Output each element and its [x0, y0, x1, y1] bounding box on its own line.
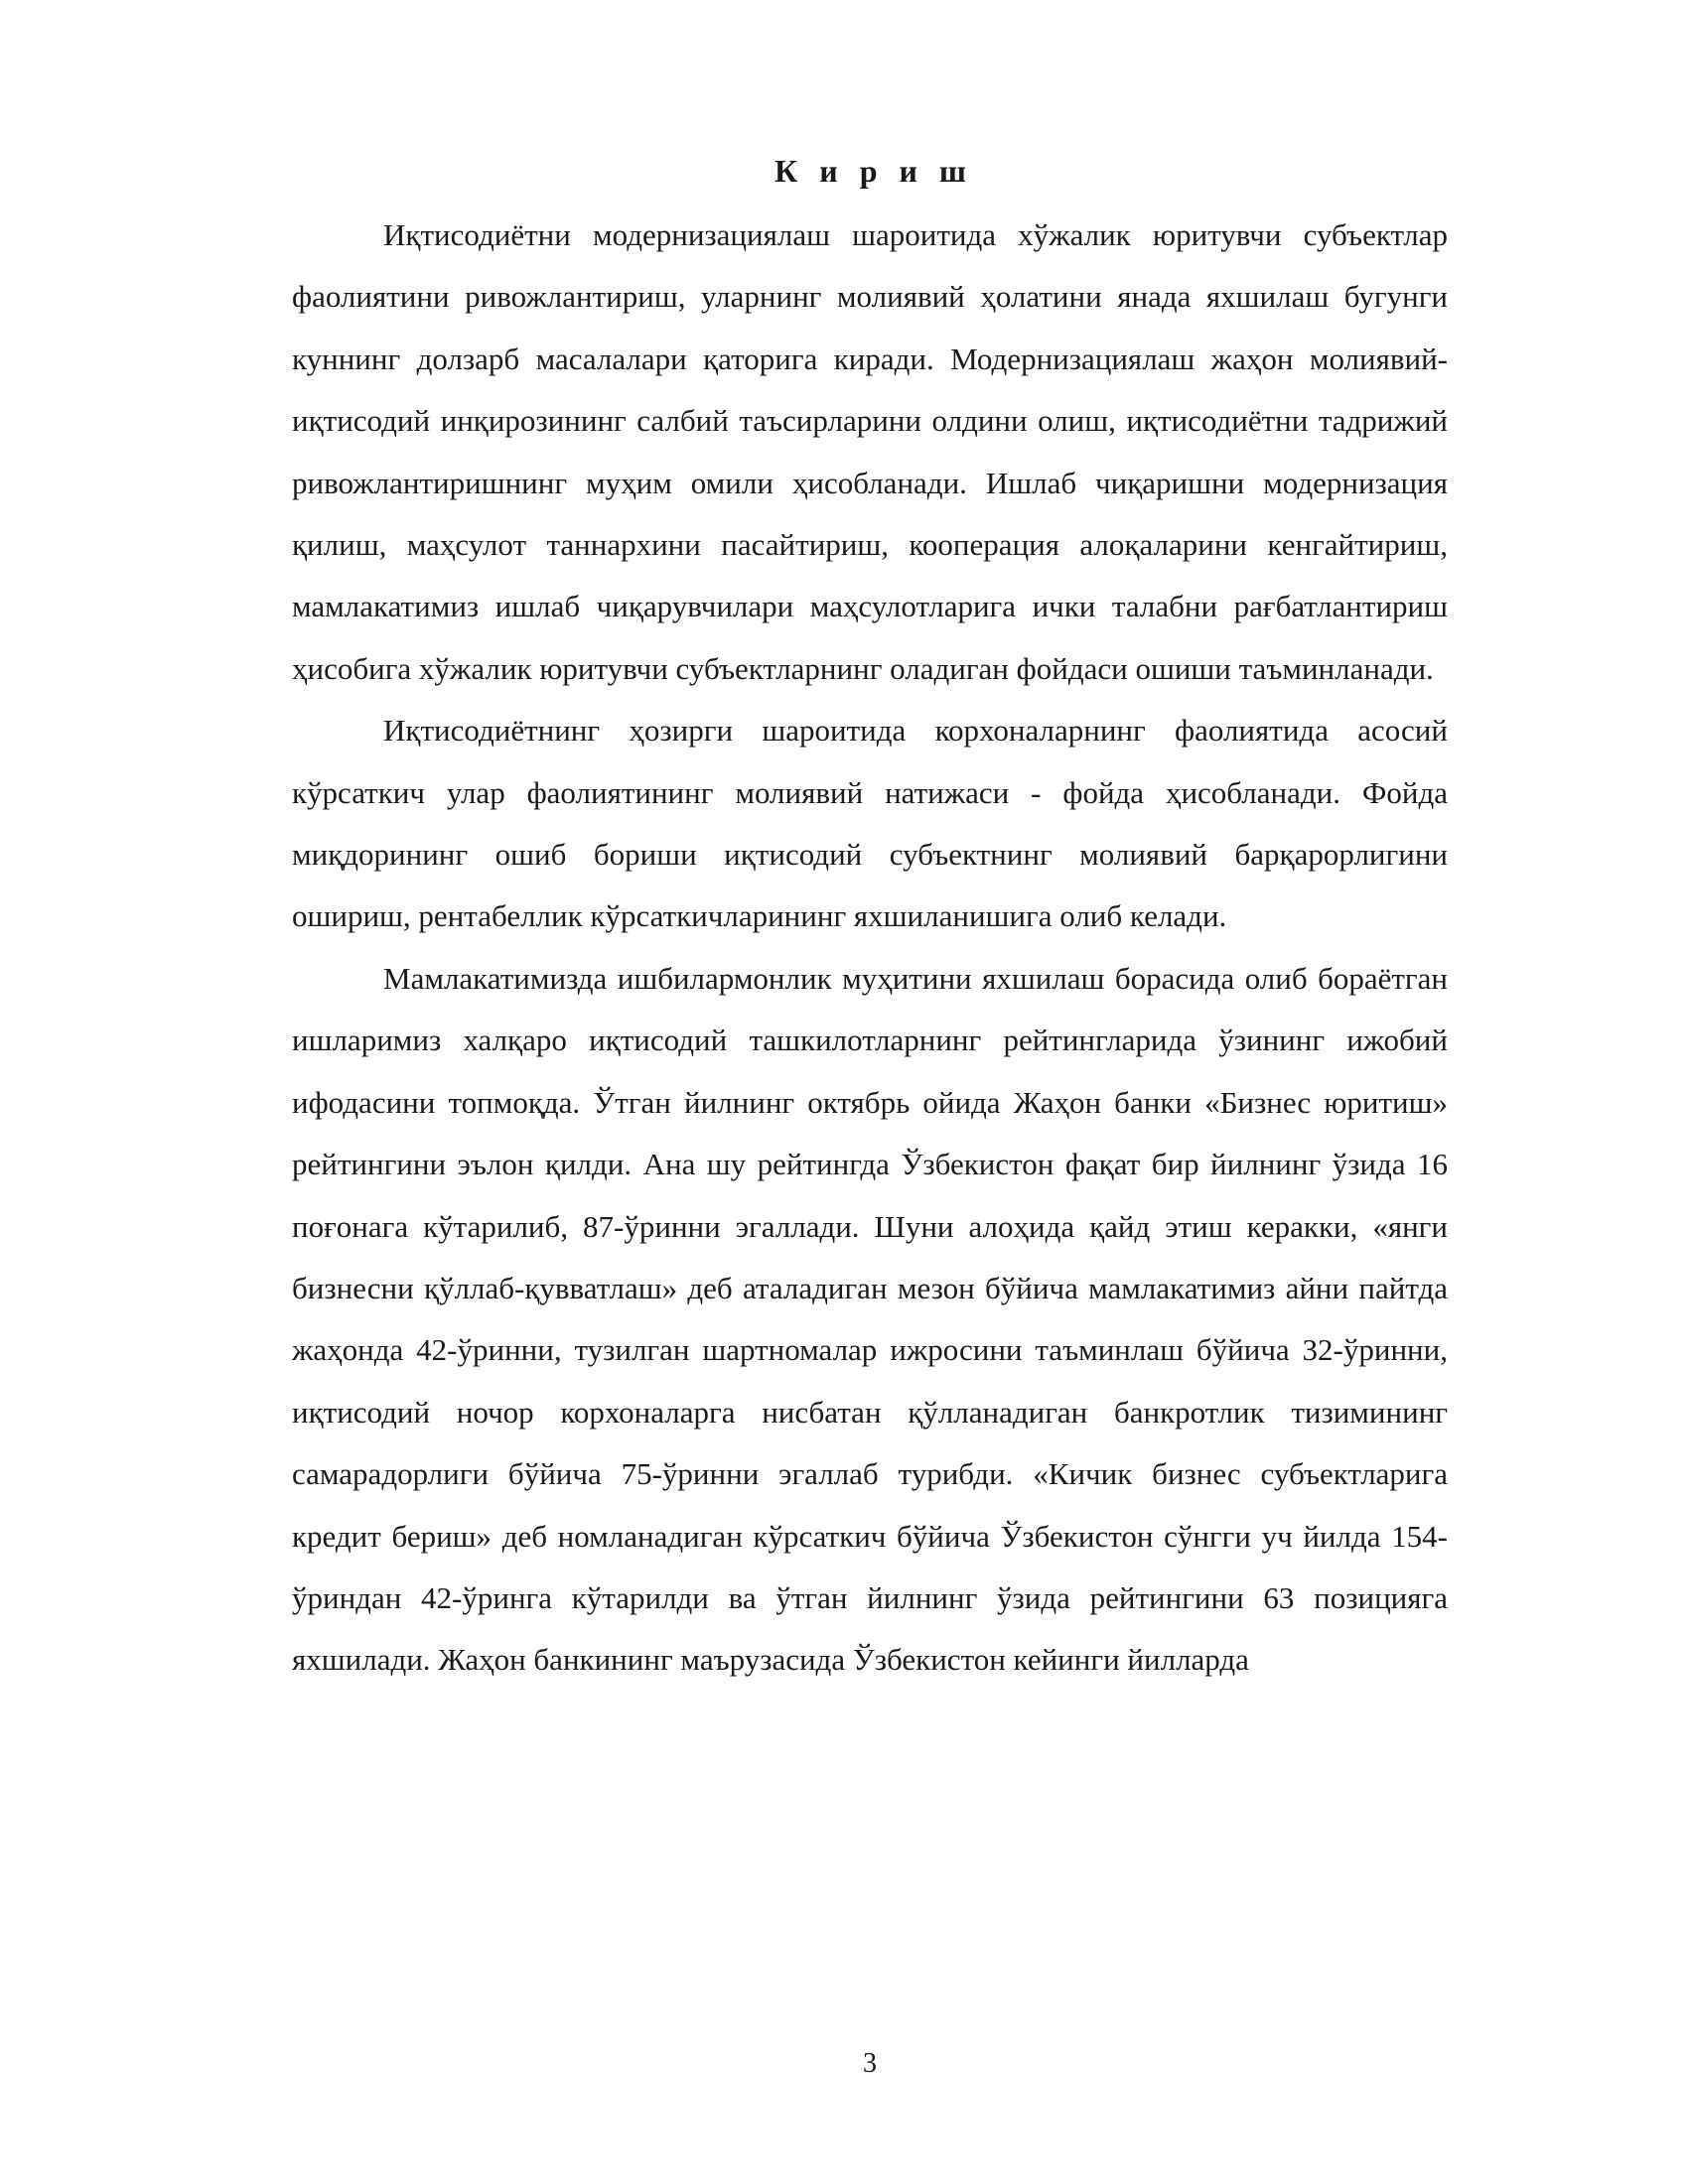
- paragraph-2: Иқтисодиётнинг ҳозирги шароитида корхоналарнинг фаолиятида асосий кўрсаткич улар фаолиятининг молиявий натижаси - фойда ҳисобланади. Фойда миқдорининг ошиб бориши иқтисодий субъектнинг молиявий барқарорлигини ошириш, рентабеллик кўрсаткичларининг яхшиланишига олиб келади.: [292, 713, 1448, 934]
- section-title: К и р и ш: [774, 153, 973, 189]
- body-text: [292, 205, 1448, 1692]
- paragraph-3: Мамлакатимизда ишбилармонлик муҳитини яхшилаш борасида олиб бораётган ишларимиз халқаро иқтисодий ташкилотларнинг рейтингларида ўзининг ижобий ифодасини топмоқда. Ўтган йилнинг октябрь ойида Жаҳон банки «Бизнес юритиш» рейтингини эълон қилди. Ана шу рейтингда Ўзбекистон фақат бир йилнинг ўзида 16 поғонага кўтарилиб, 87-ўринни эгаллади. Шуни алоҳида қайд этиш керакки, «янги бизнесни қўллаб-қувватлаш» деб аталадиган мезон бўйича мамлакатимиз айни пайтда жаҳонда 42-ўринни, тузилган шартномалар ижросини таъминлаш бўйича 32-ўринни, иқтисодий ночор корхоналарга нисбатан қўлланадиган банкротлик тизимининг самарадорлиги бўйича 75-ўринни эгаллаб турибди. «Кичик бизнес субъектларига кредит бериш» деб номланадиган кўрсаткич бўйича Ўзбекистон сўнгги уч йилда 154-ўриндан 42-ўринга кўтарилди ва ўтган йилнинг ўзида рейтингини 63 позицияга яхшилади. Жаҳон банкининг маърузасида Ўзбекистон кейинги йилларда: [292, 960, 1448, 1678]
- paragraph-1: Иқтисодиётни модернизациялаш шароитида хўжалик юритувчи субъектлар фаолиятини ривожлантириш, уларнинг молиявий ҳолатини янада яхшилаш бугунги куннинг долзарб масалалари қаторига киради. Модернизациялаш жаҳон молиявий-иқтисодий инқирозининг салбий таъсирларини олдини олиш, иқтисодиётни тадрижий ривожлантиришнинг муҳим омили ҳисобланади. Ишлаб чиқаришни модернизация қилиш, маҳсулот таннархини пасайтириш, кооперация алоқаларини кенгайтириш, мамлакатимиз ишлаб чиқарувчилари маҳсулотларига ички талабни рағбатлантириш ҳисобига хўжалик юритувчи субъектларнинг оладиган фойдаси ошиши таъминланади.: [292, 217, 1448, 686]
- page-number: 3: [863, 2048, 877, 2079]
